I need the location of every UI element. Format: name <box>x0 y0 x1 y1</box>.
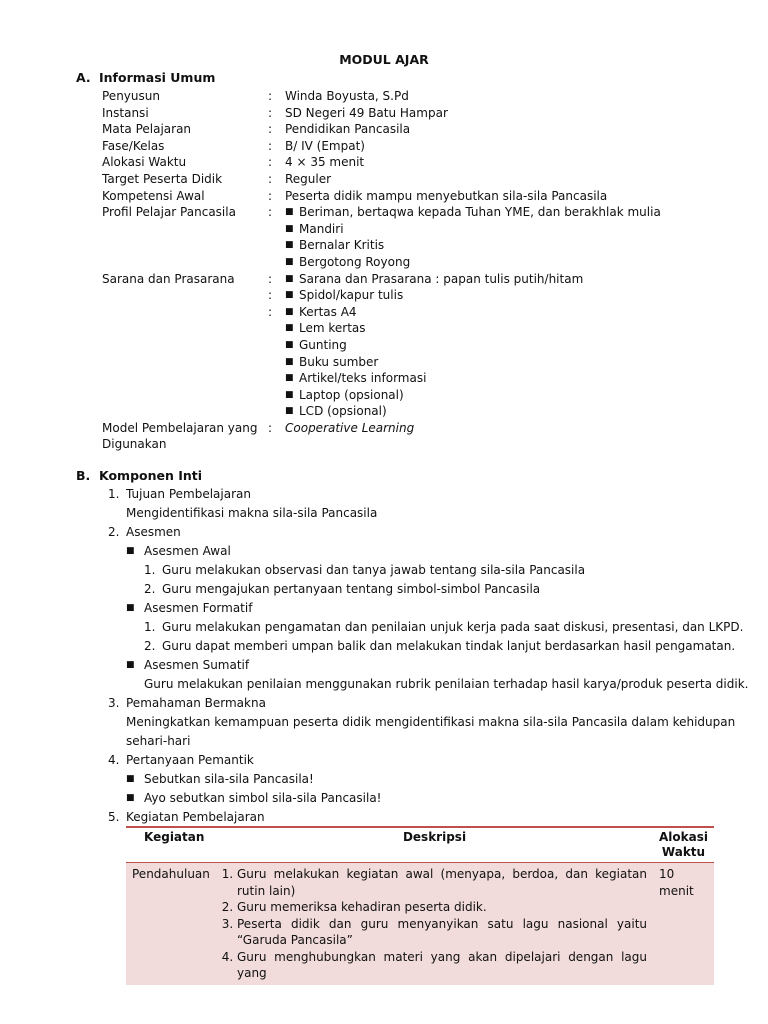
info-row <box>102 138 662 155</box>
list-item-text: Spidol/kapur tulis <box>299 288 404 303</box>
list-item <box>108 485 718 504</box>
list-item <box>285 271 662 288</box>
item-text: sehari-hari <box>126 734 191 748</box>
info-row <box>102 171 662 188</box>
deskripsi-item: 3. Peserta didik dan guru menyanyikan satu lagu nasional yaitu “Garuda Pancasila” <box>237 916 647 949</box>
info-value: Pendidikan Pancasila <box>285 122 411 137</box>
item-number: 1. <box>108 487 120 501</box>
list-item-text: Bernalar Kritis <box>299 238 385 253</box>
info-row-model <box>102 420 662 453</box>
info-label: Alokasi Waktu <box>102 155 187 170</box>
list-item <box>285 354 662 371</box>
list-item-text: Beriman, bertaqwa kepada Tuhan YME, dan berakhlak mulia <box>299 205 661 220</box>
info-colon: : <box>268 288 273 303</box>
square-bullet-icon: ■ <box>285 273 294 284</box>
document-title: MODUL AJAR <box>339 52 429 67</box>
info-colon: : <box>268 205 273 220</box>
cell-kegiatan: Pendahuluan <box>126 863 216 985</box>
sub-item-title: Asesmen Sumatif <box>144 658 250 672</box>
deskripsi-item: 1. Guru melakukan kegiatan awal (menyapa, berdoa, dan kegiatan rutin lain) <box>237 866 647 899</box>
info-colon: : <box>268 89 273 103</box>
section-b-title: Komponen Inti <box>99 468 203 483</box>
square-bullet-icon: ■ <box>285 306 294 317</box>
section-a-letter: A. <box>76 70 91 85</box>
square-bullet-icon: ■ <box>285 339 294 350</box>
item-title: Tujuan Pembelajaran <box>126 487 251 501</box>
info-row <box>102 88 662 105</box>
sub-sub-item-text: Guru mengajukan pertanyaan tentang simbol-simbol Pancasila <box>162 582 541 596</box>
sub-item <box>108 770 718 789</box>
square-bullet-icon: ■ <box>285 240 294 251</box>
section-b-letter: B. <box>76 468 91 483</box>
info-value: Reguler <box>285 171 332 186</box>
info-label: Sarana dan Prasarana <box>102 271 235 286</box>
item-title: Pemahaman Bermakna <box>126 696 266 710</box>
list-item-text: Gunting <box>299 337 347 352</box>
sub-sub-item-text: Guru dapat memberi umpan balik dan melakukan tindak lanjut berdasarkan hasil pengamatan. <box>162 639 736 653</box>
sub-item-title: Asesmen Awal <box>144 544 231 558</box>
item-title: Pertanyaan Pemantik <box>126 753 254 767</box>
info-row <box>102 188 662 205</box>
section-b-heading <box>76 468 202 483</box>
square-bullet-icon: ■ <box>285 256 294 267</box>
komponen-inti-content <box>108 485 749 827</box>
info-colon: : <box>268 138 273 153</box>
column-header-deskripsi: Deskripsi <box>402 830 467 844</box>
list-item <box>285 254 662 271</box>
info-colon: : <box>268 304 273 319</box>
info-row-sarana <box>102 271 662 420</box>
list-item-text: Artikel/teks informasi <box>299 371 427 386</box>
list-item <box>285 221 662 238</box>
sub-sub-item: 1. Guru melakukan observasi dan tanya jawab tentang sila-sila Pancasila <box>144 563 586 577</box>
list-item <box>108 751 718 770</box>
deskripsi-item: 2. Guru memeriksa kehadiran peserta didik. <box>237 899 647 916</box>
list-item-text: Bergotong Royong <box>299 254 411 269</box>
info-label: Kompetensi Awal <box>102 188 205 203</box>
sub-item <box>108 789 718 808</box>
list-item-text: Lem kertas <box>299 321 366 336</box>
item-number: 5. <box>108 810 120 824</box>
square-bullet-icon: ■ <box>285 290 294 301</box>
list-item <box>285 304 662 321</box>
info-colon: : <box>268 105 273 120</box>
kegiatan-table <box>126 826 714 985</box>
list-item <box>108 694 718 713</box>
list-item-text: Kertas A4 <box>299 304 357 319</box>
sub-sub-item: 2. Guru dapat memberi umpan balik dan melakukan tindak lanjut berdasarkan hasil pengamatan. <box>144 639 736 653</box>
column-header-text: Alokasi <box>659 830 708 844</box>
list-item <box>108 523 718 542</box>
item-title: Kegiatan Pembelajaran <box>126 810 265 824</box>
info-colon: : <box>268 122 273 137</box>
info-table <box>102 88 662 453</box>
list-item-text: Buku sumber <box>299 354 379 369</box>
cell-alokasi <box>653 863 714 985</box>
item-text: Mengidentifikasi makna sila-sila Pancasila <box>126 506 378 520</box>
info-colon: : <box>268 420 273 435</box>
deskripsi-item: 4. Guru menghubungkan materi yang akan dipelajari dengan lagu yang <box>237 949 647 982</box>
square-bullet-icon: ■ <box>126 603 135 613</box>
square-bullet-icon: ■ <box>126 793 135 803</box>
sub-item-text: Guru melakukan penilaian menggunakan rubrik penilaian terhadap hasil karya/produk peserta didik. <box>144 677 749 691</box>
list-item <box>285 387 662 404</box>
info-row <box>102 154 662 171</box>
sub-item-text: Ayo sebutkan simbol sila-sila Pancasila! <box>144 791 382 805</box>
square-bullet-icon: ■ <box>126 774 135 784</box>
info-colon: : <box>268 171 273 186</box>
list-item-text: Mandiri <box>299 221 344 236</box>
square-bullet-icon: ■ <box>285 373 294 384</box>
info-label: Digunakan <box>102 437 167 452</box>
list-item-text: LCD (opsional) <box>299 404 387 419</box>
column-header-alokasi <box>653 827 714 863</box>
info-value: SD Negeri 49 Batu Hampar <box>285 105 448 120</box>
list-item <box>285 204 662 221</box>
info-value: Cooperative Learning <box>285 420 415 435</box>
info-row-profil <box>102 204 662 270</box>
table-header-row <box>126 827 714 863</box>
info-value: B/ IV (Empat) <box>285 138 365 153</box>
info-label: Instansi <box>102 105 149 120</box>
list-item-text: Sarana dan Prasarana : papan tulis putih/hitam <box>299 271 584 286</box>
sub-sub-item-text: Guru melakukan pengamatan dan penilaian unjuk kerja pada saat diskusi, presentasi, dan LKPD. <box>162 620 744 634</box>
square-bullet-icon: ■ <box>126 546 135 556</box>
square-bullet-icon: ■ <box>285 323 294 334</box>
sub-sub-item: 1. Guru melakukan pengamatan dan penilaian unjuk kerja pada saat diskusi, presentasi, dan LKPD. <box>144 620 744 634</box>
sub-item <box>108 599 718 618</box>
alokasi-text: menit <box>659 883 694 898</box>
sub-item <box>108 542 718 561</box>
column-header-kegiatan: Kegiatan <box>144 830 205 844</box>
square-bullet-icon: ■ <box>285 223 294 234</box>
list-item <box>108 808 718 827</box>
cell-deskripsi <box>216 863 653 985</box>
list-item <box>285 237 662 254</box>
sub-item-text: Sebutkan sila-sila Pancasila! <box>144 772 314 786</box>
list-item <box>285 287 662 304</box>
list-item-text: Laptop (opsional) <box>299 387 404 402</box>
sub-item <box>108 656 718 675</box>
item-text: Meningkatkan kemampuan peserta didik mengidentifikasi makna sila-sila Pancasila dalam kehidupan <box>126 715 736 729</box>
square-bullet-icon: ■ <box>285 406 294 417</box>
info-row <box>102 105 662 122</box>
list-item <box>285 403 662 420</box>
item-number: 4. <box>108 753 120 767</box>
alokasi-text: 10 <box>659 867 675 881</box>
list-item <box>285 337 662 354</box>
sub-sub-item-text: Guru melakukan observasi dan tanya jawab tentang sila-sila Pancasila <box>162 563 586 577</box>
column-header-text: Waktu <box>661 845 706 859</box>
section-a-heading <box>76 70 215 85</box>
item-number: 3. <box>108 696 120 710</box>
item-title: Asesmen <box>126 525 181 539</box>
info-label: Model Pembelajaran yang <box>102 420 258 435</box>
sub-sub-item: 2. Guru mengajukan pertanyaan tentang simbol-simbol Pancasila <box>144 582 541 596</box>
info-colon-stack <box>268 271 285 420</box>
item-number: 2. <box>108 525 120 539</box>
info-label: Target Peserta Didik <box>102 171 223 186</box>
section-a-title: Informasi Umum <box>99 70 216 85</box>
info-value: Winda Boyusta, S.Pd <box>285 89 409 103</box>
profil-list <box>285 204 662 270</box>
square-bullet-icon: ■ <box>285 356 294 367</box>
list-item <box>285 320 662 337</box>
sub-item-title: Asesmen Formatif <box>144 601 253 615</box>
info-colon: : <box>268 271 273 286</box>
info-label: Mata Pelajaran <box>102 122 192 137</box>
list-item <box>285 370 662 387</box>
info-colon: : <box>268 188 273 203</box>
info-colon: : <box>268 155 273 170</box>
square-bullet-icon: ■ <box>285 389 294 400</box>
info-row <box>102 121 662 138</box>
info-label: Fase/Kelas <box>102 138 165 153</box>
square-bullet-icon: ■ <box>285 207 294 218</box>
square-bullet-icon: ■ <box>126 660 135 670</box>
sarana-list <box>285 271 662 420</box>
info-label: Penyusun <box>102 89 160 103</box>
table-row <box>126 863 714 985</box>
info-value: Peserta didik mampu menyebutkan sila-sila Pancasila <box>285 188 608 203</box>
info-value: 4 × 35 menit <box>285 155 365 170</box>
info-label-model <box>102 420 268 453</box>
info-label: Profil Pelajar Pancasila <box>102 205 236 220</box>
